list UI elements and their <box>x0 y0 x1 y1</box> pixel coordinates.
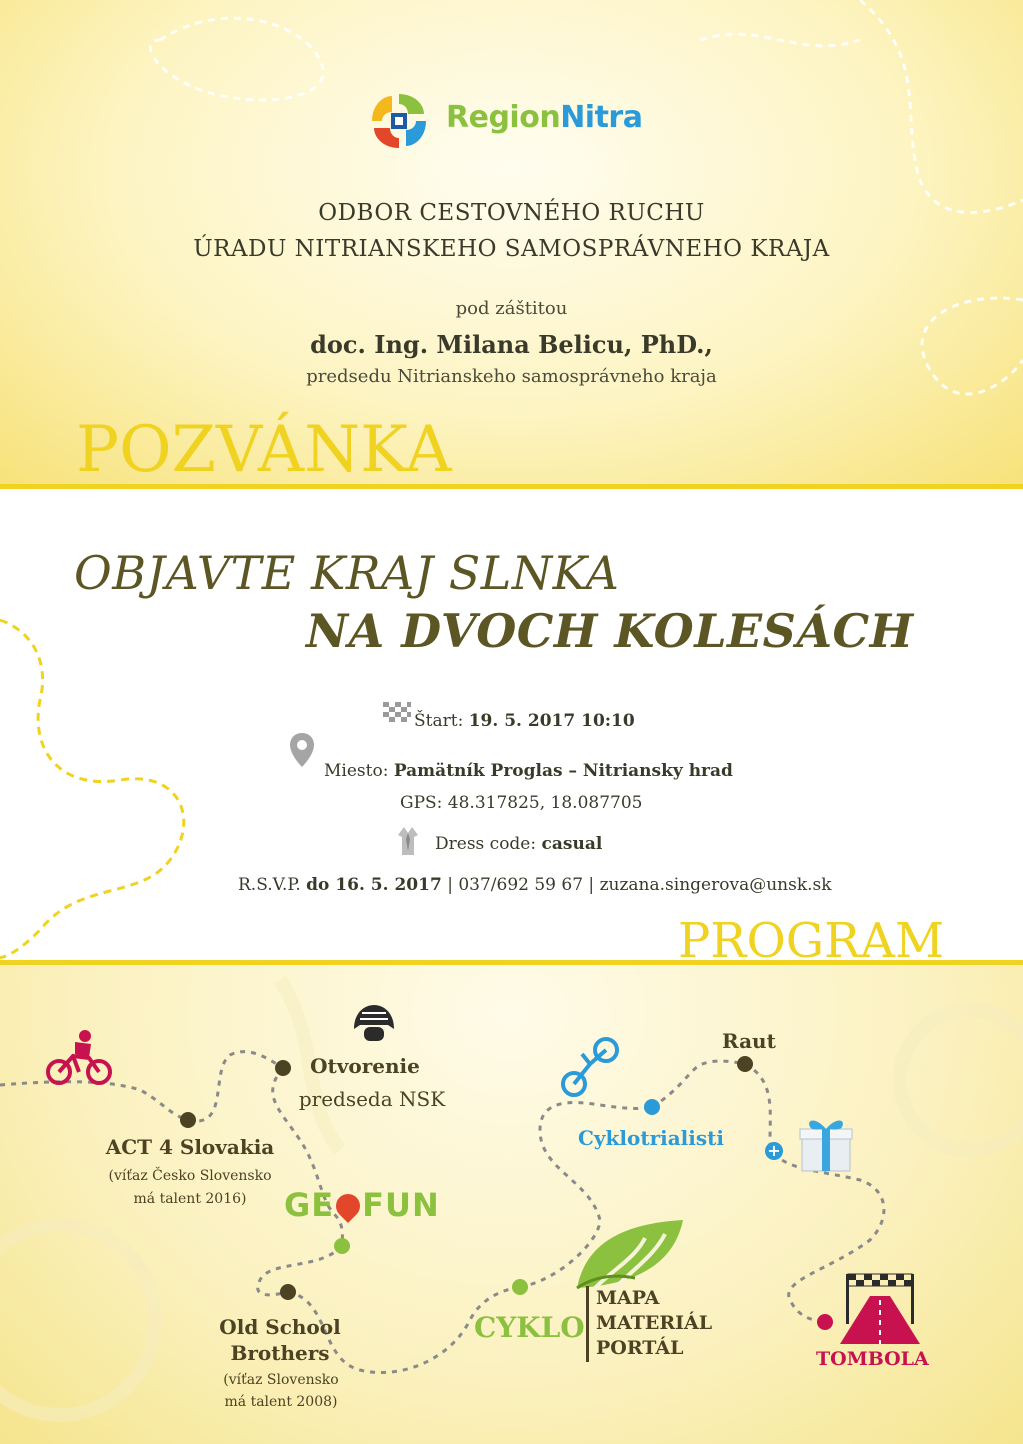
road-leaf-icon <box>575 1218 685 1290</box>
plus-icon: + <box>765 1142 783 1160</box>
cyklo-label: CYKLO <box>474 1311 585 1344</box>
place-label: Miesto: <box>324 761 389 781</box>
act4-title: ACT 4 Slovakia <box>105 1135 275 1159</box>
checkered-flag-icon <box>383 702 411 724</box>
geofun-part1: GE <box>284 1186 335 1224</box>
region-nitra-logo-icon <box>368 90 430 152</box>
opening-subtitle: predseda NSK <box>298 1087 446 1111</box>
location-pin-icon <box>288 731 316 769</box>
invite-heading: POZVÁNKA <box>76 413 452 487</box>
mapa-line-1: MAPA <box>596 1287 660 1309</box>
cyclist-icon <box>45 1028 115 1088</box>
start-value: 19. 5. 2017 10:10 <box>468 711 635 731</box>
event-title-line-2: NA DVOCH KOLESÁCH <box>306 604 914 658</box>
rsvp-info <box>238 875 832 895</box>
dress-label: Dress code: <box>435 834 537 854</box>
place-value: Pamätník Proglas – Nitriansky hrad <box>393 761 733 781</box>
shirt-tie-icon <box>396 825 420 857</box>
rsvp-contact: | 037/692 59 67 | zuzana.singerova@unsk.sk <box>447 875 832 895</box>
route-stop-cyklo <box>512 1279 528 1295</box>
cyklotrial-label: Cyklotrialisti <box>578 1126 724 1150</box>
act4-note-1: (víťaz Česko Slovensko <box>108 1168 272 1184</box>
patron-role: predsedu Nitrianskeho samosprávneho kraja <box>306 366 717 387</box>
act4-note-2: má talent 2016) <box>133 1191 247 1207</box>
geofun-logo <box>284 1186 440 1224</box>
oldschool-note-1: (víťaz Slovensko <box>223 1372 339 1388</box>
dress-value: casual <box>541 834 603 854</box>
org-line-2: ÚRADU NITRIANSKEHO SAMOSPRÁVNEHO KRAJA <box>193 236 830 262</box>
route-stop-cyklotrial <box>644 1099 660 1115</box>
geofun-part2: FUN <box>362 1186 440 1224</box>
route-stop-opening <box>275 1060 291 1076</box>
start-info <box>414 711 635 731</box>
brand-wordmark <box>446 100 642 135</box>
route-stop-raut <box>737 1056 753 1072</box>
route-stop-oldschool <box>280 1284 296 1300</box>
trial-bike-icon <box>560 1030 620 1100</box>
route-stop-act4 <box>180 1112 196 1128</box>
rsvp-date: do 16. 5. 2017 <box>306 875 442 895</box>
brand-name-part2: Nitra <box>560 100 643 135</box>
gift-icon <box>798 1115 854 1173</box>
start-label: Štart: <box>414 711 464 731</box>
mapa-line-2: MATERIÁL <box>596 1312 713 1334</box>
finish-line-icon <box>840 1270 920 1346</box>
patronage-text: pod záštitou <box>455 298 568 319</box>
oldschool-note-2: má talent 2008) <box>224 1394 338 1410</box>
program-heading: PROGRAM <box>678 913 945 969</box>
raut-label: Raut <box>722 1029 776 1053</box>
route-stop-geofun <box>334 1238 350 1254</box>
place-info <box>324 761 733 781</box>
helmet-icon <box>350 1003 398 1045</box>
opening-title: Otvorenie <box>310 1054 420 1078</box>
geofun-pin-icon <box>331 1189 365 1223</box>
org-line-1: ODBOR CESTOVNÉHO RUCHU <box>318 200 705 226</box>
patron-name: doc. Ing. Milana Belicu, PhD., <box>310 330 713 359</box>
oldschool-title-2: Brothers <box>230 1341 330 1365</box>
gps-coordinates: GPS: 48.317825, 18.087705 <box>400 793 643 813</box>
mapa-block <box>596 1286 712 1361</box>
brand-name-part1: Region <box>446 100 561 135</box>
cyklo-divider <box>586 1286 589 1362</box>
oldschool-title-1: Old School <box>219 1315 341 1339</box>
route-stop-tombola <box>817 1314 833 1330</box>
rsvp-label: R.S.V.P. <box>238 875 301 895</box>
mapa-line-3: PORTÁL <box>596 1337 684 1359</box>
tombola-label: TOMBOLA <box>816 1348 929 1370</box>
event-title-line-1: OBJAVTE KRAJ SLNKA <box>74 546 620 600</box>
dress-code-info <box>435 834 602 854</box>
